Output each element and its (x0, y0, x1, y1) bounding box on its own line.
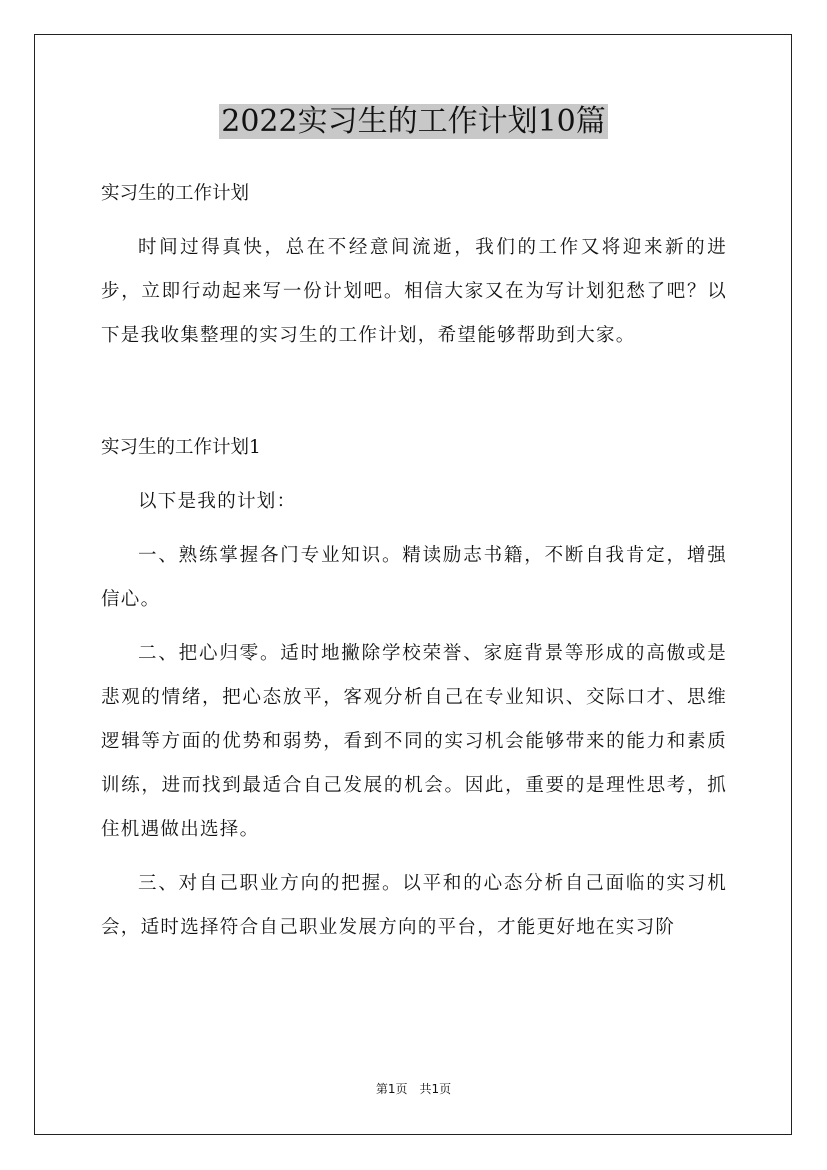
paragraph: 三、对自己职业方向的把握。以平和的心态分析自己面临的实习机会，适时选择符合自己职业发展方向的平台，才能更好地在实习阶 (101, 873, 727, 938)
paragraph: 以下是我的计划： (138, 491, 297, 512)
paragraph: 一、熟练掌握各门专业知识。精读励志书籍，不断自我肯定，增强信心。 (101, 545, 727, 610)
document-title (0, 100, 827, 144)
document-body (101, 172, 727, 950)
page-footer: 第1页 共1页 (375, 1082, 452, 1096)
section-heading: 实习生的工作计划1 (101, 437, 261, 458)
document-title-text: 2022实习生的工作计划10篇 (221, 104, 606, 139)
intro-paragraph: 时间过得真快，总在不经意间流逝，我们的工作又将迎来新的进步，立即行动起来写一份计划吧。相信大家又在为写计划犯愁了吧？以下是我收集整理的实习生的工作计划，希望能够帮助到大家。 (101, 237, 727, 346)
paragraph: 二、把心归零。适时地撇除学校荣誉、家庭背景等形成的高傲或是悲观的情绪，把心态放平，客观分析自己在专业知识、交际口才、思维逻辑等方面的优势和弱势，看到不同的实习机会能够带来的能力和素质训练，进而找到最适合自己发展的机会。因此，重要的是理性思考，抓住机遇做出选择。 (101, 643, 727, 840)
intro-heading: 实习生的工作计划 (101, 183, 250, 204)
